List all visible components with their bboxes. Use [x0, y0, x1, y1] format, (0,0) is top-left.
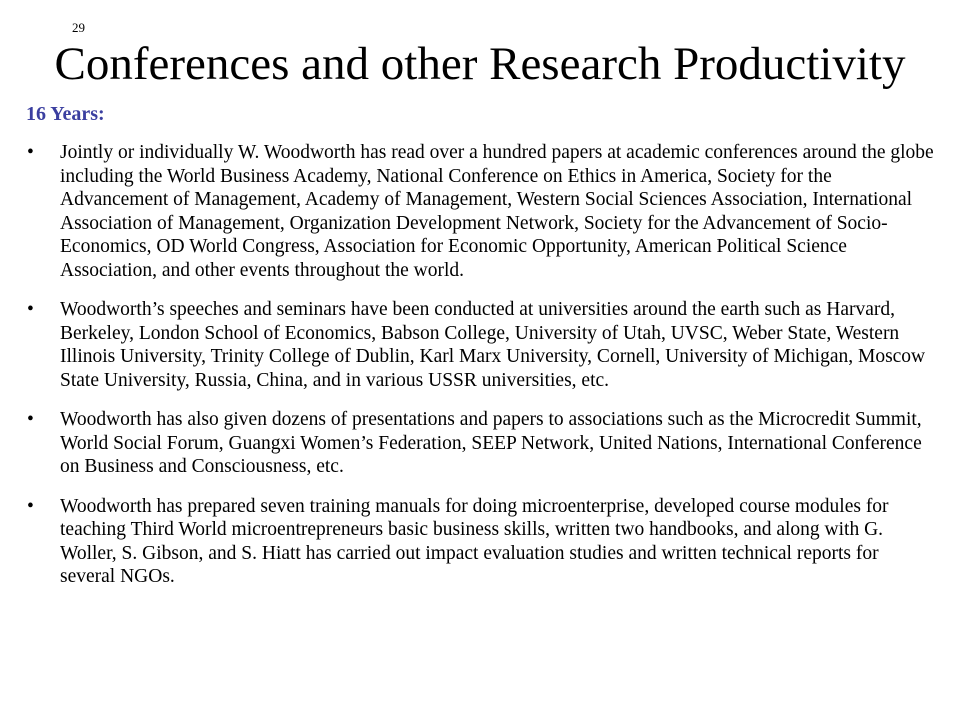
slide-number: 29 [72, 20, 85, 35]
bullet-text: Woodworth has also given dozens of presentations and papers to associations such as the Microcredit Summit, World Social Forum, Guangxi Women’s Federation, SEEP Network, United Nations, International Conference on Business and Consciousness, etc. [60, 409, 922, 477]
bullet-item-papers [24, 141, 936, 282]
bullet-icon: • [27, 409, 34, 430]
bullet-icon: • [27, 299, 34, 320]
bullet-icon: • [27, 495, 34, 517]
bullet-item-training-manuals [24, 495, 936, 589]
bullet-text: Jointly or individually W. Woodworth has read over a hundred papers at academic conferences around the globe including the World Business Academy, National Conference on Ethics in America, Society for the Advancement of Management, Academy of Management, Western Social Sciences Association, International Association of Management, Organization Development Network, Society for the Advancement of Socio-Economics, OD World Congress, Association for Economic Opportunity, American Political Science Association, and other events throughout the world. [60, 142, 934, 281]
bullet-item-speeches [24, 298, 936, 392]
slide-title: Conferences and other Research Productivity [54, 38, 906, 90]
bullet-list [24, 141, 936, 605]
bullet-item-presentations [24, 408, 936, 479]
bullet-text: Woodworth’s speeches and seminars have been conducted at universities around the earth such as Harvard, Berkeley, London School of Economics, Babson College, University of Utah, UVSC, Weber State, Western Illinois University, Trinity College of Dublin, Karl Marx University, Cornell, University of Michigan, Moscow State University, Russia, China, and in various USSR universities, etc. [60, 299, 926, 391]
bullet-icon: • [27, 142, 34, 163]
subheading: 16 Years: [26, 103, 105, 125]
bullet-text: Woodworth has prepared seven training manuals for doing microenterprise, developed course modules for teaching Third World microentrepreneurs basic business skills, written two handbooks, and along with G. Woller, S. Gibson, and S. Hiatt has carried out impact evaluation studies and written technical reports for several NGOs. [60, 495, 889, 587]
